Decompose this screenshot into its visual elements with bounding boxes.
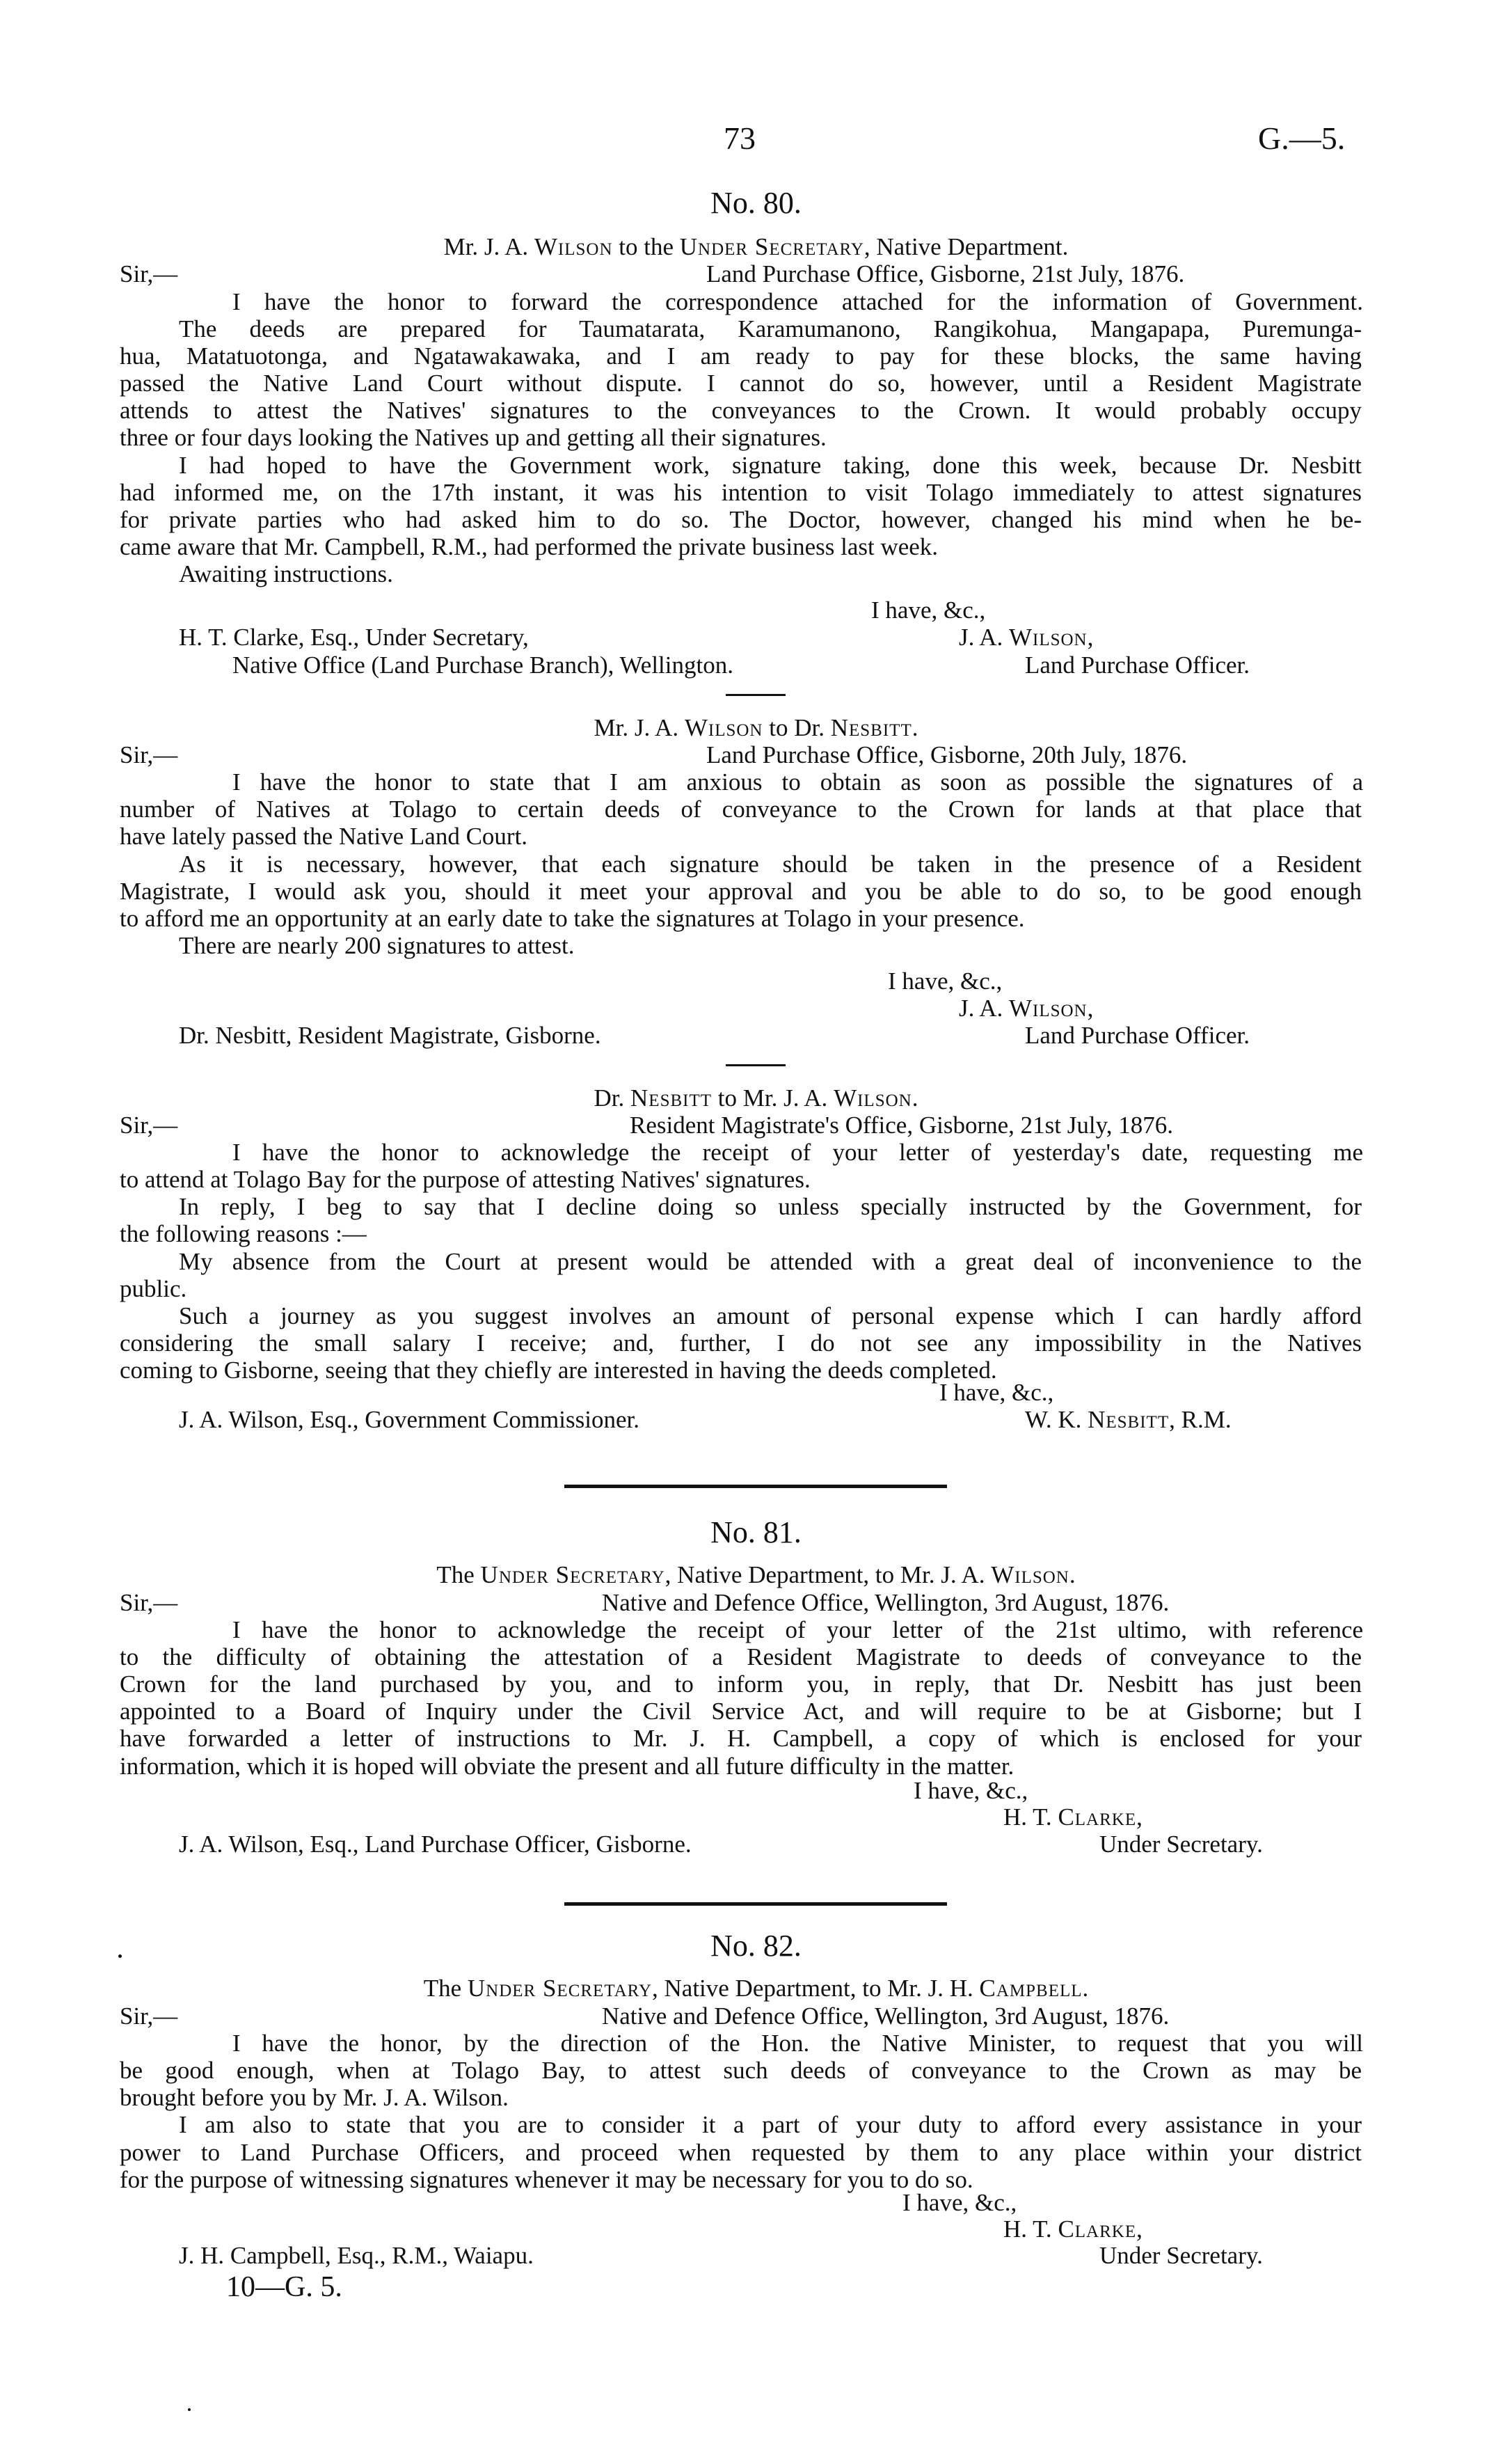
letter1-dateline: Land Purchase Office, Gisborne, 21st July, 1876. xyxy=(706,260,1185,287)
letter2-line: There are nearly 200 signatures to attest. xyxy=(179,932,575,959)
letter2-line: I have the honor to state that I am anxious to obtain as soon as possible the signatures of a xyxy=(232,768,1363,796)
letter2-line: to afford me an opportunity at an early date to take the signatures at Tolago in your presence. xyxy=(120,905,1025,932)
letter3-line: public. xyxy=(120,1275,187,1302)
scan-mark xyxy=(188,2408,191,2411)
letter1-line: Awaiting instructions. xyxy=(179,560,393,587)
letter1-line: for private parties who had asked him to do so. The Doctor, however, changed his mind when he be- xyxy=(120,506,1362,533)
letter1-line: I had hoped to have the Government work, signature taking, done this week, because Dr. Nesbitt xyxy=(179,452,1362,479)
no81-line: appointed to a Board of Inquiry under the Civil Service Act, and will require to be at Gisborne; but I xyxy=(120,1698,1362,1725)
letter1-signature: J. A. Wilson, xyxy=(959,624,1095,651)
letter1-closing: I have, &c., xyxy=(871,596,986,624)
letter1-line: passed the Native Land Court without dispute. I cannot do so, however, until a Resident Magistrate xyxy=(120,370,1362,397)
no81-line: I have the honor to acknowledge the receipt of your letter of the 21st ultimo, with reference xyxy=(232,1616,1363,1643)
letter3-salutation: Sir,— xyxy=(120,1112,178,1139)
letter3-line: Such a journey as you suggest involves an amount of personal expense which I can hardly afford xyxy=(179,1302,1362,1329)
no82-line: for the purpose of witnessing signatures whenever it may be necessary for you to do so. xyxy=(120,2166,973,2193)
letter1-title: Mr. J. A. Wilson to the Under Secretary, Native Department. xyxy=(443,233,1069,260)
letter2-closing: I have, &c., xyxy=(888,967,1003,995)
no82-addressee: J. H. Campbell, Esq., R.M., Waiapu. xyxy=(179,2242,534,2269)
letter3-line: considering the small salary I receive; and, further, I do not see any impossibility in the Natives xyxy=(120,1329,1362,1357)
letter2-dateline: Land Purchase Office, Gisborne, 20th July, 1876. xyxy=(706,741,1188,768)
letter1-line: I have the honor to forward the correspondence attached for the information of Government. xyxy=(232,288,1363,315)
section-divider xyxy=(726,694,786,696)
no82-signature: H. T. Clarke, xyxy=(1003,2215,1143,2243)
major-divider xyxy=(564,1485,947,1488)
no80-heading: No. 80. xyxy=(710,186,802,220)
no81-signature: H. T. Clarke, xyxy=(1003,1803,1143,1831)
letter2-signature: J. A. Wilson, xyxy=(959,995,1095,1022)
no81-line: to the difficulty of obtaining the attestation of a Resident Magistrate to deeds of conveyance to the xyxy=(120,1643,1362,1670)
no81-line: Crown for the land purchased by you, and to inform you, in reply, that Dr. Nesbitt has just been xyxy=(120,1670,1362,1698)
no82-title: The Under Secretary, Native Department, to Mr. J. H. Campbell. xyxy=(423,1975,1089,2002)
letter2-signer-title: Land Purchase Officer. xyxy=(1025,1022,1250,1049)
no81-salutation: Sir,— xyxy=(120,1589,178,1616)
letter2-title: Mr. J. A. Wilson to Dr. Nesbitt. xyxy=(594,714,918,741)
letter1-line: hua, Matatuotonga, and Ngatawakawaka, and I am ready to pay for these blocks, the same having xyxy=(120,342,1362,370)
major-divider xyxy=(564,1902,947,1906)
page-number: 73 xyxy=(724,120,756,156)
letter3-line: I have the honor to acknowledge the receipt of your letter of yesterday's date, requesting me xyxy=(232,1139,1363,1166)
no82-line: I have the honor, by the direction of the Hon. the Native Minister, to request that you will xyxy=(232,2030,1363,2057)
letter2-salutation: Sir,— xyxy=(120,741,178,768)
letter3-line: to attend at Tolago Bay for the purpose of attesting Natives' signatures. xyxy=(120,1166,811,1193)
no81-closing: I have, &c., xyxy=(914,1777,1028,1804)
no82-dateline: Native and Defence Office, Wellington, 3rd August, 1876. xyxy=(602,2002,1170,2030)
letter3-line: coming to Gisborne, seeing that they chiefly are interested in having the deeds completed. xyxy=(120,1357,997,1384)
letter2-line: As it is necessary, however, that each signature should be taken in the presence of a Resident xyxy=(179,851,1362,878)
letter1-line: had informed me, on the 17th instant, it was his intention to visit Tolago immediately to attest signatures xyxy=(120,479,1362,506)
no82-line: power to Land Purchase Officers, and proceed when requested by them to any place within your district xyxy=(120,2139,1362,2166)
letter1-line: three or four days looking the Natives up and getting all their signatures. xyxy=(120,424,827,451)
no82-line: brought before you by Mr. J. A. Wilson. xyxy=(120,2084,509,2111)
letter3-dateline: Resident Magistrate's Office, Gisborne, 21st July, 1876. xyxy=(630,1112,1174,1139)
letter2-line: Magistrate, I would ask you, should it meet your approval and you be able to do so, to be good enough xyxy=(120,878,1362,905)
no81-dateline: Native and Defence Office, Wellington, 3rd August, 1876. xyxy=(602,1589,1170,1616)
document-reference: G.—5. xyxy=(1258,120,1346,156)
letter1-line: attends to attest the Natives' signatures to the conveyances to the Crown. It would probably occupy xyxy=(120,397,1362,424)
letter2-addressee: Dr. Nesbitt, Resident Magistrate, Gisborne. xyxy=(179,1022,601,1049)
no82-line: be good enough, when at Tolago Bay, to attest such deeds of conveyance to the Crown as may be xyxy=(120,2057,1362,2084)
letter3-line: In reply, I beg to say that I decline doing so unless specially instructed by the Government, for xyxy=(179,1193,1362,1220)
no82-line: I am also to state that you are to consider it a part of your duty to afford every assistance in your xyxy=(179,2111,1362,2138)
letter1-addressee: H. T. Clarke, Esq., Under Secretary, xyxy=(179,624,529,651)
letter3-line: the following reasons :— xyxy=(120,1220,367,1247)
no82-closing: I have, &c., xyxy=(902,2189,1017,2216)
letter1-line: The deeds are prepared for Taumatarata, Karamumanono, Rangikohua, Mangapapa, Puremunga- xyxy=(179,315,1362,342)
signature-mark: 10—G. 5. xyxy=(226,2271,342,2303)
letter2-line: have lately passed the Native Land Court. xyxy=(120,823,528,850)
letter1-line: came aware that Mr. Campbell, R.M., had performed the private business last week. xyxy=(120,533,939,560)
no81-addressee: J. A. Wilson, Esq., Land Purchase Officer, Gisborne. xyxy=(179,1831,692,1858)
no82-signer-title: Under Secretary. xyxy=(1099,2242,1263,2269)
letter2-line: number of Natives at Tolago to certain deeds of conveyance to the Crown for lands at that place that xyxy=(120,796,1362,823)
letter3-line: My absence from the Court at present would be attended with a great deal of inconvenience to the xyxy=(179,1248,1362,1275)
no81-line: have forwarded a letter of instructions to Mr. J. H. Campbell, a copy of which is enclosed for your xyxy=(120,1725,1362,1752)
letter1-addressee-line2: Native Office (Land Purchase Branch), Wellington. xyxy=(232,651,733,679)
letter1-salutation: Sir,— xyxy=(120,260,178,287)
letter3-closing: I have, &c., xyxy=(939,1379,1054,1406)
letter1-signer-title: Land Purchase Officer. xyxy=(1025,651,1250,679)
no82-salutation: Sir,— xyxy=(120,2002,178,2030)
scan-mark xyxy=(118,1954,122,1958)
no82-heading: No. 82. xyxy=(710,1929,802,1963)
letter3-title: Dr. Nesbitt to Mr. J. A. Wilson. xyxy=(594,1084,918,1112)
letter3-signature: W. K. Nesbitt, R.M. xyxy=(1025,1406,1232,1433)
no81-signer-title: Under Secretary. xyxy=(1099,1831,1263,1858)
letter3-addressee: J. A. Wilson, Esq., Government Commissioner. xyxy=(179,1406,639,1433)
no81-heading: No. 81. xyxy=(710,1515,802,1549)
no81-line: information, which it is hoped will obviate the present and all future difficulty in the matter. xyxy=(120,1753,1014,1780)
section-divider xyxy=(726,1064,786,1066)
no81-title: The Under Secretary, Native Department, to Mr. J. A. Wilson. xyxy=(436,1561,1076,1588)
